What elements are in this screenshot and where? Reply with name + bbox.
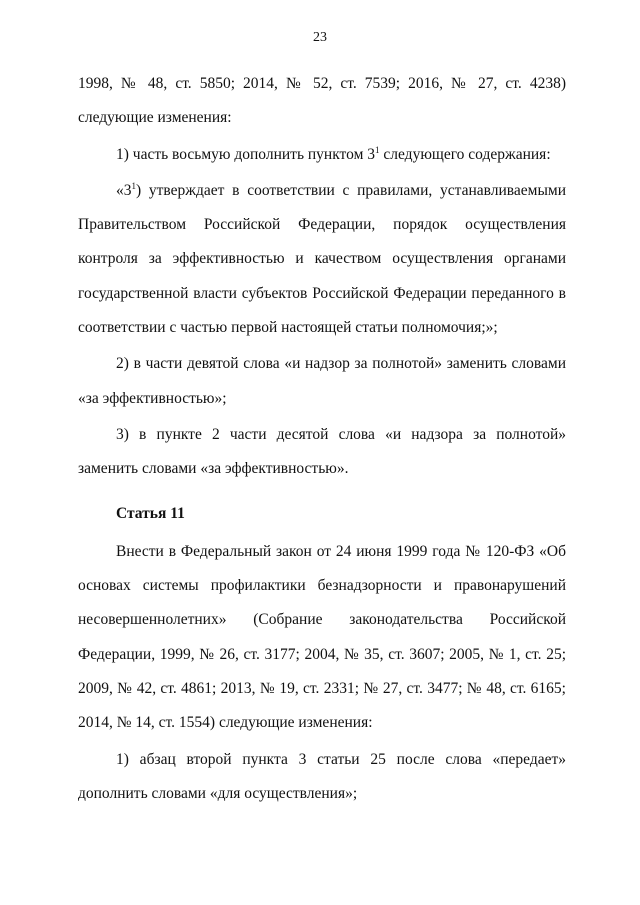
paragraph-item-1-text-end: следующего содержания: (379, 145, 551, 163)
superscript: 1 (375, 144, 380, 155)
superscript: 1 (131, 180, 136, 191)
paragraph-item-2: 2) в части девятой слова «и надзор за полнотой» заменить словами «за эффективностью»; (78, 355, 566, 407)
paragraph-item-1 (78, 138, 566, 172)
page-number: 23 (313, 30, 327, 45)
quoted-point-start: «3 (116, 181, 132, 199)
paragraph-intro: 1998, № 48, ст. 5850; 2014, № 52, ст. 7539; 2016, № 27, ст. 4238) следующие изменения: (78, 75, 566, 127)
article-heading: Статья 11 (116, 504, 185, 522)
paragraph-item-1-text: 1) часть восьмую дополнить пунктом 3 (116, 145, 376, 163)
document-body (78, 67, 566, 811)
paragraph-article-11-body: Внести в Федеральный закон от 24 июня 1999 года № 120-ФЗ «Об основах системы профилактики безнадзорности и правонарушений несовершеннолетних» (Собрание законодательства Российской Федерации, 1999, № 26, ст. 3177; 2004, № 35, ст. 3607; 2005, № 1, ст. 25; 2009, № 42, ст. 4861; 2013, № 19, ст. 2331; № 27, ст. 3477; № 48, ст. 6165; 2014, № 14, ст. 1554) следующие изменения: (78, 542, 566, 732)
paragraph-quoted-point (78, 174, 566, 345)
paragraph-article-11-item-1: 1) абзац второй пункта 3 статьи 25 после слова «передает» дополнить словами «для осуществления»; (78, 750, 566, 802)
quoted-point-text: ) утверждает в соответствии с правилами, устанавливаемыми Правительством Российской Федерации, порядок осуществления контроля за эффективностью и качеством осуществления органами государственной власти субъектов Российской Федерации переданного в соответствии с частью первой настоящей статьи полномочия;»; (78, 181, 566, 337)
paragraph-item-3: 3) в пункте 2 части десятой слова «и надзора за полнотой» заменить словами «за эффективностью». (78, 425, 566, 478)
